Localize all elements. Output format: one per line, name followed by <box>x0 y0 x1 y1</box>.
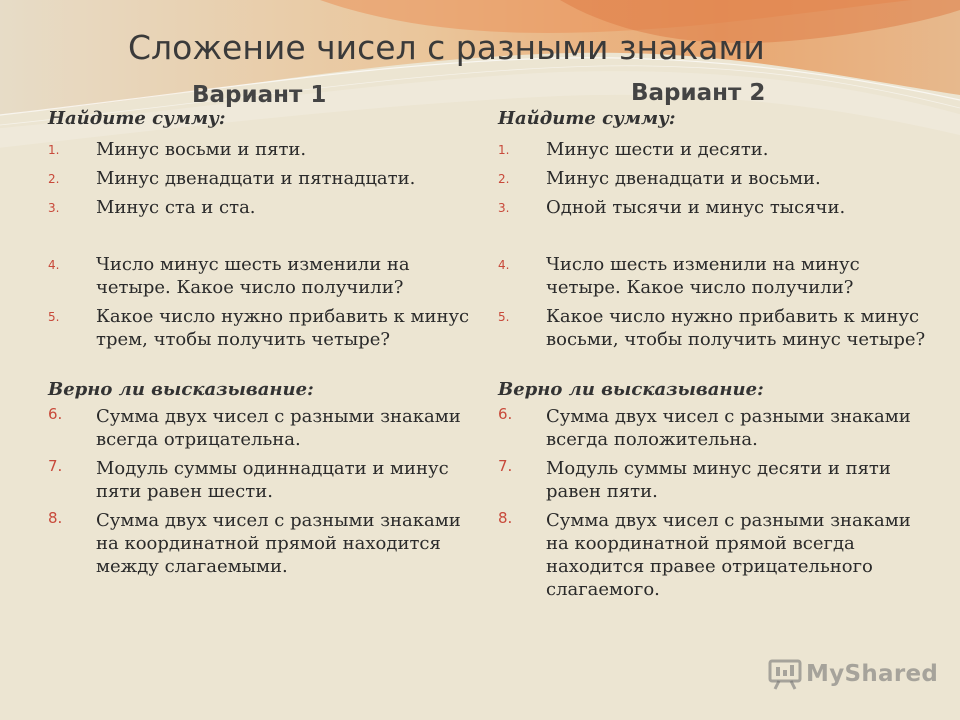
list-item <box>498 253 928 299</box>
slide-title: Сложение чисел с разными знаками <box>128 28 765 67</box>
list-item <box>498 196 928 219</box>
item-number: 3. <box>498 201 510 215</box>
variant-2-label: Вариант 2 <box>631 80 766 106</box>
item-number: 8. <box>498 509 513 527</box>
list-item <box>48 253 478 299</box>
item-text: Модуль суммы минус десяти и пяти равен пяти. <box>546 458 891 502</box>
item-number: 2. <box>498 172 510 186</box>
item-number: 5. <box>48 310 60 324</box>
list-item <box>498 405 928 451</box>
list-item <box>48 196 478 219</box>
item-number: 2. <box>48 172 60 186</box>
variant-2-column <box>498 108 928 601</box>
watermark-text: MyShared <box>806 661 939 687</box>
item-text: Число минус шесть изменили на четыре. Какое число получили? <box>96 254 410 298</box>
item-number: 6. <box>48 405 63 423</box>
list-item <box>498 138 928 161</box>
list-item <box>48 457 478 503</box>
list-item <box>48 138 478 161</box>
item-text: Одной тысячи и минус тысячи. <box>546 197 846 218</box>
heading-true-statement: Верно ли высказывание: <box>48 379 314 400</box>
item-number: 6. <box>498 405 513 423</box>
item-text: Модуль суммы одиннадцати и минус пяти равен шести. <box>96 458 449 502</box>
item-text: Минус восьми и пяти. <box>96 139 307 160</box>
item-text: Сумма двух чисел с разными знаками всегда отрицательна. <box>96 406 461 450</box>
item-text: Минус шести и десяти. <box>546 139 769 160</box>
list-item <box>48 305 478 351</box>
presentation-board-icon <box>768 658 802 690</box>
item-text: Сумма двух чисел с разными знаками всегда положительна. <box>546 406 911 450</box>
item-number: 8. <box>48 509 63 527</box>
item-text: Минус двенадцати и восьми. <box>546 168 821 189</box>
heading-find-sum: Найдите сумму: <box>498 108 676 129</box>
item-number: 1. <box>48 143 60 157</box>
item-text: Число шесть изменили на минус четыре. Какое число получили? <box>546 254 860 298</box>
list-item <box>48 405 478 451</box>
item-text: Какое число нужно прибавить к минус восьми, чтобы получить минус четыре? <box>546 306 926 350</box>
list-item <box>498 167 928 190</box>
item-number: 3. <box>48 201 60 215</box>
heading-true-statement: Верно ли высказывание: <box>498 379 764 400</box>
variant-1-label: Вариант 1 <box>192 82 327 108</box>
item-number: 5. <box>498 310 510 324</box>
item-number: 7. <box>48 457 63 475</box>
item-number: 1. <box>498 143 510 157</box>
item-number: 4. <box>48 258 60 272</box>
item-text: Какое число нужно прибавить к минус трем, чтобы получить четыре? <box>96 306 470 350</box>
heading-find-sum: Найдите сумму: <box>48 108 226 129</box>
variant-1-column <box>48 108 478 578</box>
list-item <box>498 509 928 601</box>
item-text: Минус ста и ста. <box>96 197 256 218</box>
item-text: Сумма двух чисел с разными знаками на координатной прямой находится между слагаемыми. <box>96 510 461 577</box>
item-number: 4. <box>498 258 510 272</box>
list-item <box>498 457 928 503</box>
list-item <box>48 509 478 578</box>
list-item <box>498 305 928 351</box>
item-text: Сумма двух чисел с разными знаками на координатной прямой всегда находится правее отрицательного слагаемого. <box>546 510 911 600</box>
myshared-watermark <box>768 658 938 690</box>
item-number: 7. <box>498 457 513 475</box>
list-item <box>48 167 478 190</box>
item-text: Минус двенадцати и пятнадцати. <box>96 168 416 189</box>
